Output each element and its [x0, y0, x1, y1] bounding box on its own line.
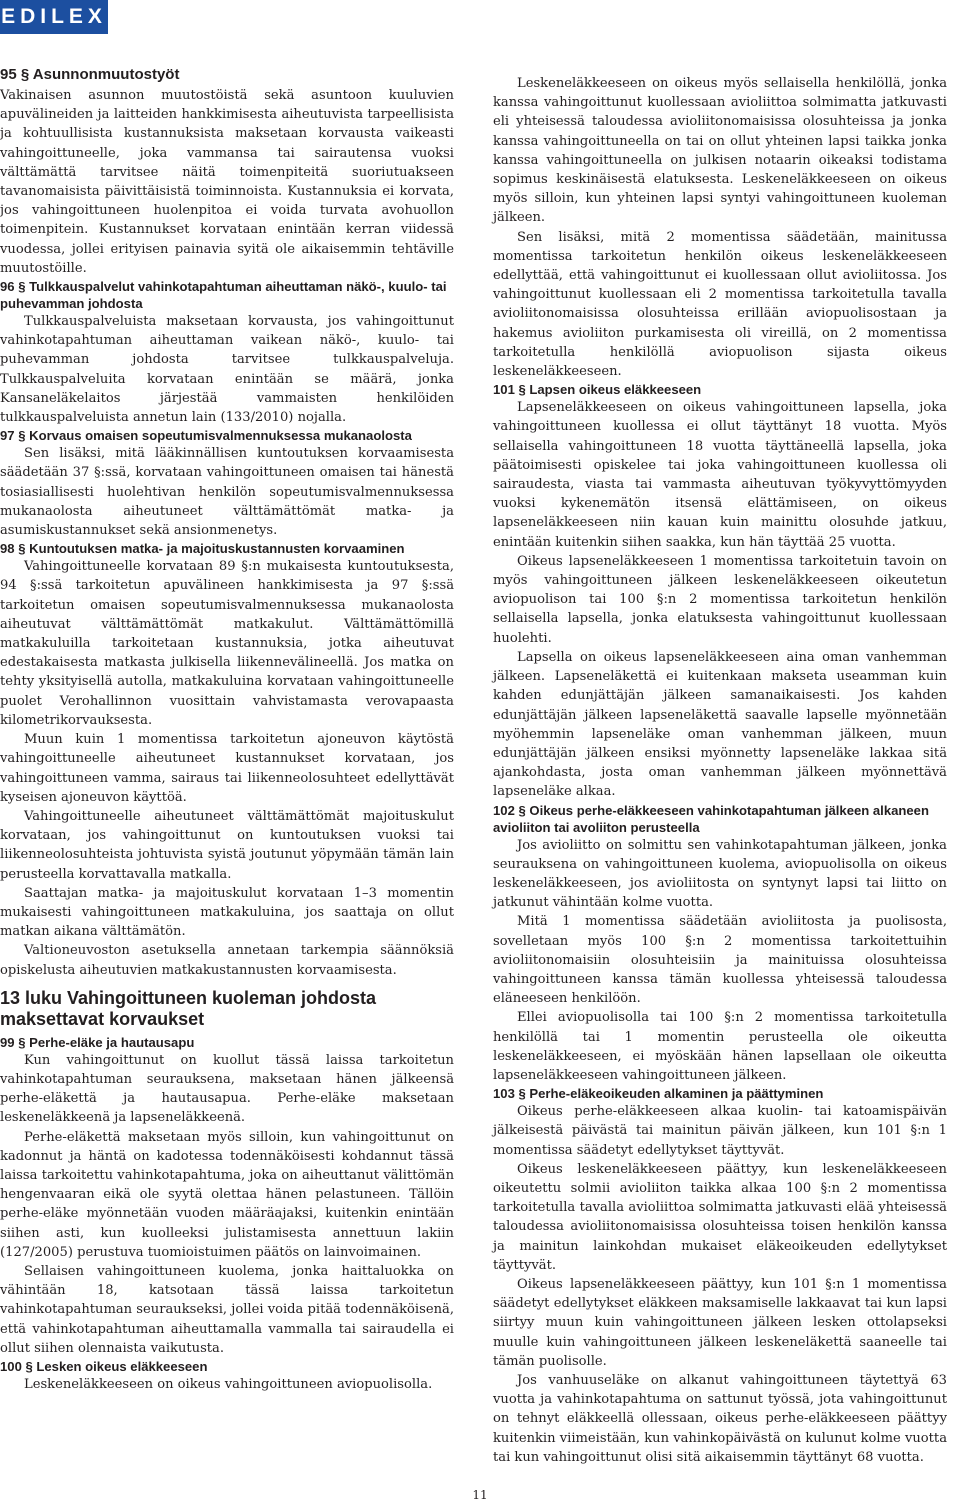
section-101-title: 101 § Lapsen oikeus eläkkeeseen	[493, 382, 702, 398]
page-number: 11	[472, 1488, 488, 1502]
section-99-paragraph-3: Sellaisen vahingoittuneen kuolema, jonka haittaluokka on vähintään 18, katsotaan tässä laissa tarkoitetun vahinkotapahtuman seuraukseksi, jollei voida pitää todennäköisenä, että vahinkotapahtuman aiheuttamalla vammalla tai sairaudella ei ollut siihen olennaista vaikutusta.	[0, 1263, 454, 1356]
section-99-title: 99 § Perhe-eläke ja hautausapu	[0, 1034, 195, 1050]
section-101-paragraph-3: Lapsella on oikeus lapseneläkkeeseen aina oman vanhemman jälkeen. Lapseneläkettä ei kuitenkaan makseta useamman kuin kahden edunjättäjän jälkeen samanaikaisesti. Jos kahden edunjättäjän jälkeen lapseneläkettä saavalle lapselle myönnetään myöhemmin lapseneläke oman vanhemman jälkeen, muun edunjättäjän jälkeen ensiksi myönnetty lapseneläke lakkaa sitä ajankohdasta, josta oman vanhemman jälkeen myönnettävä lapseneläke alkaa.	[493, 649, 947, 800]
section-99-paragraph-2: Perhe-eläkettä maksetaan myös silloin, kun vahingoittunut on kadonnut ja häntä on kadotessa todennäköisesti kohdannut tässä laissa tarkoitettu vahinkotapahtuma, joka on aiheuttanut välittömän hengenvaaran eikä ole syytä olettaa hänen pelastuneen. Tällöin perhe-eläke myönnetään vuoden määräajaksi, kuitenkin enintään siihen asti, kun kuolleeksi julistamisesta annettuun lakiin (127/2005) perustuva tuomioistuimen päätös on lainvoimainen.	[0, 1129, 454, 1260]
section-100-title: 100 § Lesken oikeus eläkkeeseen	[0, 1358, 208, 1374]
section-98-paragraph-5: Valtioneuvoston asetuksella annetaan tarkempia säännöksiä opiskelusta aiheutuvien matkakustannusten korvaamisesta.	[0, 943, 454, 978]
section-96-title: 96 § Tulkkauspalvelut vahinkotapahtuman aiheuttaman näkö-, kuulo- tai puhevamman johdosta	[0, 279, 447, 312]
right-column	[493, 74, 947, 1467]
section-101-paragraph-1: Lapseneläkkeeseen on oikeus vahingoittuneen lapsella, joka vahingoittuneen kuollessa ei ollut täyttänyt 18 vuotta. Myös sellaisella vahingoittuneen 18 vuotta täyttäneellä lapsella, joka päätoimisesti opiskelee tai joka vahingoittuneen kuollessa oli sairaudesta, viasta tai vammasta aiheutuvan työkyvyttömyyden vuoksi kykenemätön itsensä elättämiseen, on oikeus lapseneläkkeeseen niin kauan kuin mainittu olosuhde jatkuu, enintään kuitenkin siihen saakka, kun hän täyttää 25 vuotta.	[493, 400, 947, 550]
section-100-paragraph-3: Sen lisäksi, mitä 2 momentissa säädetään, mainitussa momentissa tarkoitetun henkilön oikeus leskeneläkkeeseen edellyttää, että vahingoittunut ei kuollessaan ollut avioliitossa. Jos vahingoittunut kuollessaan eli 2 momentissa tarkoitetulla tavalla avioliitonomaisissa olosuhteissa erillään aviopuolisostaan ja hakemus avioliiton purkamisesta oli vireillä, on 2 momentissa tarkoitetulla henkilöllä aviopuolison sijasta oikeus leskeneläkkeeseen.	[493, 229, 947, 380]
section-97-paragraph: Sen lisäksi, mitä lääkinnällisen kuntoutuksen korvaamisesta säädetään 37 §:ssä, korvataan vahingoittuneen omaisen tai hänestä tosiasiallisesti huolehtivan henkilön sopeutumisvalmennuksessa mukanaolosta aiheutuneet välttämättömät matka- ja asumiskustannukset sekä ansionmenetys.	[0, 446, 454, 539]
section-103-paragraph-1: Oikeus perhe-eläkkeeseen alkaa kuolin- tai katoamispäivän jälkeisestä päivästä tai mainitun päivän jälkeen, kun 101 §:n 1 momentissa säädetyt edellytykset täyttyvät.	[493, 1104, 947, 1158]
section-102-paragraph-2: Mitä 1 momentissa säädetään avioliitosta ja puolisosta, sovelletaan myös 100 §:n 2 momentissa tarkoitettuihin avioliitonomaisiin olosuhteisiin ja mainituissa olosuhteissa vahingoittuneen kanssa tämän kuollessa yhteisessä taloudessa eläneeseen henkilöön.	[493, 914, 947, 1007]
logo-text: EDILEX	[1, 5, 107, 28]
section-95-title: 95 § Asunnonmuutostyöt	[0, 66, 180, 83]
section-97-title: 97 § Korvaus omaisen sopeutumisvalmennuksessa mukanaolosta	[0, 428, 412, 444]
section-102-title: 102 § Oikeus perhe-eläkkeeseen vahinkotapahtuman jälkeen alkaneen avioliiton tai avoliiton perusteella	[493, 802, 929, 835]
left-column	[0, 66, 454, 1394]
section-103-paragraph-4: Jos vanhuuseläke on alkanut vahingoittuneen täytettyä 63 vuotta ja vahinkotapahtuma on sattunut työssä, jota vahingoittunut on tehnyt eläkkeellä ollessaan, oikeus perhe-eläkkeeseen päättyy kuitenkin viimeistään, kun vahinkopäivästä on kulunut kolme vuotta tai kun vahingoittunut olisi sitä aikaisemmin täyttänyt 68 vuotta.	[493, 1373, 947, 1465]
section-102-paragraph-3: Ellei aviopuolisolla tai 100 §:n 2 momentissa tarkoitetulla henkilöllä tai 1 momentin perusteella ole oikeutta leskeneläkkeeseen, ei myöskään hänen lapsellaan ole oikeutta lapseneläkkeeseen vahingoittuneen jälkeen.	[493, 1010, 947, 1083]
section-103-paragraph-2: Oikeus leskeneläkkeeseen päättyy, kun leskeneläkkeeseen oikeutettu solmii avioliiton taikka alkaa 100 §:n 2 momentissa tarkoitetulla tavalla avioliittoa solmimatta jatkuvasti elää yhteisessä taloudessa avioliitonomaisissa olosuhteissa toisen henkilön kanssa ja mainitun lainkohdan mukaiset eläkeoikeuden edellytykset täyttyvät.	[493, 1161, 947, 1273]
section-98-paragraph-1: Vahingoittuneelle korvataan 89 §:n mukaisesta kuntoutuksesta, 94 §:ssä tarkoitetun apuvälineen hankkimisesta ja 97 §:ssä tarkoitetun omaisen sopeutumisvalmennuksessa mukanaolosta aiheutuvat välttämättömät matkakulut. Välttämättömillä matkakuluilla tarkoitetaan kustannuksia, jotka aiheutuvat edestakaisesta matkasta julkisella liikennevälineellä. Jos matka on tehty yksityisellä autolla, matkakuluina korvataan vahingoittuneelle puolet Verohallinnon vuosittain vahvistamasta verovapaasta kilometrikorvauksesta.	[0, 559, 454, 728]
section-98-paragraph-4: Saattajan matka- ja majoituskulut korvataan 1–3 momentin mukaisesti vahingoittuneen matkakuluina, jos saattaja on ollut matkan aikana välttämätön.	[0, 885, 454, 940]
section-95-paragraph: Vakinaisen asunnon muutostöistä sekä asuntoon kuuluvien apuvälineiden ja laitteiden hankkimisesta aiheutuvista tarpeellisista ja kohtuullisista kustannuksista maksetaan korvausta vaikeasti vahingoittuneelle, joka vammansa tai sairautensa vuoksi välttämättä tarvitsee näitä toimenpiteitä suoriutuakseen tavanomaisista päivittäisistä toiminnoista. Kustannuksia ei korvata, jos vahingoittuneen huolenpitoa ei voida turvata avohuollon toimenpitein. Kustannukset korvataan enintään kerran viidessä vuodessa, jollei erityisen painavia syitä ole aikaisemmin tehtäville muutostöille.	[0, 88, 454, 276]
section-98-paragraph-3: Vahingoittuneelle aiheutuneet välttämättömät majoituskulut korvataan, jos vahingoittunut on kuntoutuksen vuoksi tai liikenneolosuhteista johtuvista syistä joutunut yöpymään tämän lain perusteella korvattavalla matkalla.	[0, 808, 454, 882]
section-102-paragraph-1: Jos avioliitto on solmittu sen vahinkotapahtuman jälkeen, jonka seurauksena on vahingoittuneen kuolema, aviopuolisolla on oikeus leskeneläkkeeseen, jos avioliitosta on syntynyt lapsi tai liitto on jatkunut vähintään kolme vuotta.	[493, 837, 947, 911]
section-99-paragraph-1: Kun vahingoittunut on kuollut tässä laissa tarkoitetun vahinkotapahtuman seurauksena, maksetaan hänen jälkeensä perhe-eläkettä ja hautausapua. Perhe-eläke maksetaan leskeneläkkeenä ja lapseneläkkeenä.	[0, 1052, 454, 1126]
section-103-title: 103 § Perhe-eläkeoikeuden alkaminen ja päättyminen	[493, 1086, 824, 1102]
section-103-paragraph-3: Oikeus lapseneläkkeeseen päättyy, kun 101 §:n 1 momentissa säädetyt edellytykset eläkkeen maksamiselle lakkaavat tai kun lapsi siirtyy muun kuin vahingoittuneen jälkeen lesken ottolapseksi muulle kuin vahingoittuneen jälkeen leskeneläkettä saaneelle tai tämän puolisolle.	[493, 1276, 947, 1369]
section-98-title: 98 § Kuntoutuksen matka- ja majoituskustannusten korvaaminen	[0, 541, 405, 557]
section-100-paragraph: Leskeneläkkeeseen on oikeus vahingoittuneen aviopuolisolla.	[24, 1376, 433, 1392]
section-101-paragraph-2: Oikeus lapseneläkkeeseen 1 momentissa tarkoitetuin tavoin on myös vahingoittuneen jälkeen leskeneläkkeeseen oikeutetun aviopuolison tai 100 §:n 2 momentissa tarkoitetun henkilön sellaisella lapsella, jonka elatuksesta vahingoittunut kuollessaan huolehti.	[493, 553, 947, 646]
section-98-paragraph-2: Muun kuin 1 momentissa tarkoitetun ajoneuvon käytöstä vahingoittuneelle aiheutuneet kustannukset korvataan, jos vahingoittuneen vamma, sairaus tai liikenneolosuhteet edellyttävät kyseisen ajoneuvon käyttöä.	[0, 732, 454, 805]
chapter-13-title: 13 luku Vahingoittuneen kuoleman johdosta maksettavat korvaukset	[0, 987, 377, 1029]
edilex-logo[interactable]	[0, 0, 108, 34]
section-96-paragraph: Tulkkauspalveluista maksetaan korvausta, jos vahingoittunut vahinkotapahtuman aiheuttaman vaikean näkö-, kuulo- tai puhevamman johdosta tarvitsee tulkkauspalveluja. Tulkkauspalveluita korvataan enintään se määrä, jonka Kansaneläkelaitos järjestää vammaisten henkilöiden tulkkauspalveluista annetun lain (133/2010) nojalla.	[0, 314, 454, 426]
section-100-paragraph-2: Leskeneläkkeeseen on oikeus myös sellaisella henkilöllä, jonka kanssa vahingoittunut kuollessaan avioliittoa solmimatta jatkuvasti eli yhteisessä taloudessa avioliitonomaisissa olosuhteissa ja jonka kanssa vahingoittuneella on tai on ollut yhteinen lapsi taikka jonka kanssa vahingoittuneella on julkisen notaarin oikeaksi todistama sopimus keskinäisestä elatuksesta. Leskeneläkkeeseen on oikeus myös silloin, kun yhteinen lapsi syntyi vahingoittuneen kuoleman jälkeen.	[493, 76, 947, 226]
